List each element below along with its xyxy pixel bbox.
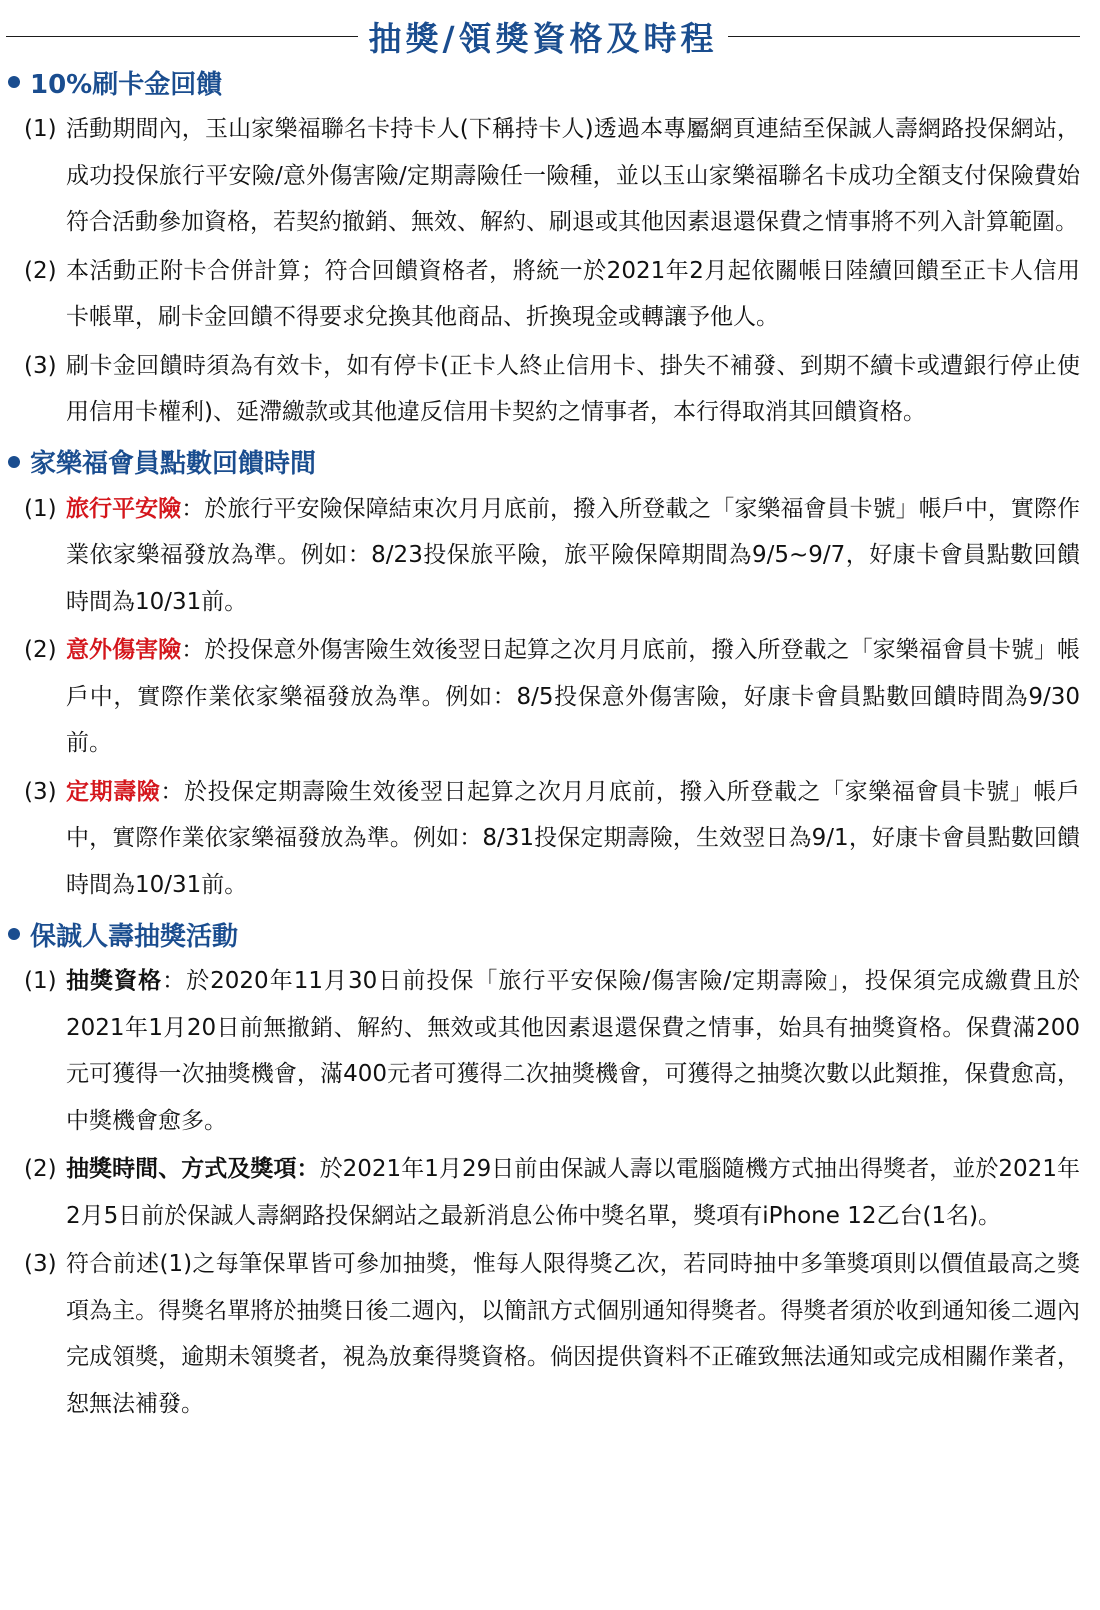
item-body: ：於2020年11月30日前投保「旅行平安保險/傷害險/定期壽險」，投保須完成繳費且於2021年1月20日前無撤銷、解約、無效或其他因素退還保費之情事，始具有抽獎資格。保費滿200元可獲得一次抽獎機會，滿400元者可獲得二次抽獎機會，可獲得之抽獎次數以此類推，保費愈高，中獎機會愈多。 xyxy=(66,968,1080,1134)
list-item xyxy=(6,627,1080,767)
item-lead: 意外傷害險 xyxy=(66,637,182,663)
item-number: (2) xyxy=(24,637,57,663)
list-item xyxy=(6,958,1080,1144)
section-heading-text: 家樂福會員點數回饋時間 xyxy=(30,449,317,479)
section-card-cashback xyxy=(6,58,1080,436)
item-number: (3) xyxy=(24,778,57,805)
item-lead: 抽獎資格 xyxy=(66,968,163,994)
item-number: (3) xyxy=(24,352,57,379)
list-item xyxy=(6,248,1080,341)
section-lottery xyxy=(6,910,1080,1427)
section-points-timing xyxy=(6,438,1080,909)
item-text xyxy=(66,486,1080,626)
item-body: ：於旅行平安險保障結束次月月底前，撥入所登載之「家樂福會員卡號」帳戶中，實際作業依家樂福發放為準。例如：8/23投保旅平險，旅平險保障期間為9/5~9/7，好康卡會員點數回饋時間為10/31前。 xyxy=(66,495,1081,615)
item-number: (1) xyxy=(24,116,57,142)
section-heading xyxy=(6,438,1080,486)
item-number: (2) xyxy=(24,257,57,284)
section-heading xyxy=(6,58,1080,106)
section-heading-text: 保誠人壽抽獎活動 xyxy=(30,921,239,952)
item-number: (1) xyxy=(24,495,57,522)
bullet-dot-icon xyxy=(8,928,20,940)
section-heading xyxy=(6,910,1080,958)
page-title: 抽獎/領獎資格及時程 xyxy=(368,18,718,58)
bullet-dot-icon xyxy=(8,456,20,468)
item-lead: 抽獎時間、方式及獎項： xyxy=(66,1156,320,1182)
item-body: 本活動正附卡合併計算；符合回饋資格者，將統一於2021年2月起依關帳日陸續回饋至正卡人信用卡帳單，刷卡金回饋不得要求兌換其他商品、折換現金或轉讓予他人。 xyxy=(66,257,1080,330)
title-row xyxy=(6,14,1080,58)
title-rule-right xyxy=(728,36,1080,37)
item-number: (3) xyxy=(24,1251,57,1277)
list-item xyxy=(6,343,1080,436)
title-rule-left xyxy=(6,36,358,37)
section-heading-text: 10%刷卡金回饋 xyxy=(30,69,223,100)
list-item xyxy=(6,106,1080,246)
list-item xyxy=(6,769,1080,909)
item-text xyxy=(66,769,1080,909)
item-body: 符合前述(1)之每筆保單皆可參加抽獎，惟每人限得獎乙次，若同時抽中多筆獎項則以價值最高之獎項為主。得獎名單將於抽獎日後二週內，以簡訊方式個別通知得獎者。得獎者須於收到通知後二週內完成領獎，逾期未領獎者，視為放棄得獎資格。倘因提供資料不正確致無法通知或完成相關作業者，恕無法補發。 xyxy=(66,1251,1080,1417)
item-body: 刷卡金回饋時須為有效卡，如有停卡(正卡人終止信用卡、掛失不補發、到期不續卡或遭銀行停止使用信用卡權利)、延滯繳款或其他違反信用卡契約之情事者，本行得取消其回饋資格。 xyxy=(66,352,1080,425)
item-lead: 旅行平安險 xyxy=(66,495,182,522)
list-item xyxy=(6,1146,1080,1239)
list-item xyxy=(6,486,1080,626)
item-text xyxy=(66,343,1080,436)
item-body: ：於投保定期壽險生效後翌日起算之次月月底前，撥入所登載之「家樂福會員卡號」帳戶中，實際作業依家樂福發放為準。例如：8/31投保定期壽險，生效翌日為9/1，好康卡會員點數回饋時間為10/31前。 xyxy=(66,778,1081,898)
item-body: ：於投保意外傷害險生效後翌日起算之次月月底前，撥入所登載之「家樂福會員卡號」帳戶中，實際作業依家樂福發放為準。例如：8/5投保意外傷害險，好康卡會員點數回饋時間為9/30前。 xyxy=(66,637,1081,756)
item-number: (1) xyxy=(24,968,57,994)
item-text xyxy=(66,248,1080,341)
item-text xyxy=(66,627,1080,767)
item-body: 活動期間內，玉山家樂福聯名卡持卡人(下稱持卡人)透過本專屬網頁連結至保誠人壽網路投保網站，成功投保旅行平安險/意外傷害險/定期壽險任一險種，並以玉山家樂福聯名卡成功全額支付保險費始符合活動參加資格，若契約撤銷、無效、解約、刷退或其他因素退還保費之情事將不列入計算範圍。 xyxy=(66,116,1080,235)
list-item xyxy=(6,1241,1080,1427)
item-body: 於2021年1月29日前由保誠人壽以電腦隨機方式抽出得獎者，並於2021年2月5日前於保誠人壽網路投保網站之最新消息公佈中獎名單，獎項有iPhone 12乙台(1名)。 xyxy=(66,1156,1081,1229)
item-text xyxy=(66,1241,1080,1427)
item-text xyxy=(66,1146,1080,1239)
item-text xyxy=(66,106,1080,246)
item-lead: 定期壽險 xyxy=(66,778,161,805)
item-text xyxy=(66,958,1080,1144)
item-number: (2) xyxy=(24,1156,57,1182)
bullet-dot-icon xyxy=(8,76,20,88)
